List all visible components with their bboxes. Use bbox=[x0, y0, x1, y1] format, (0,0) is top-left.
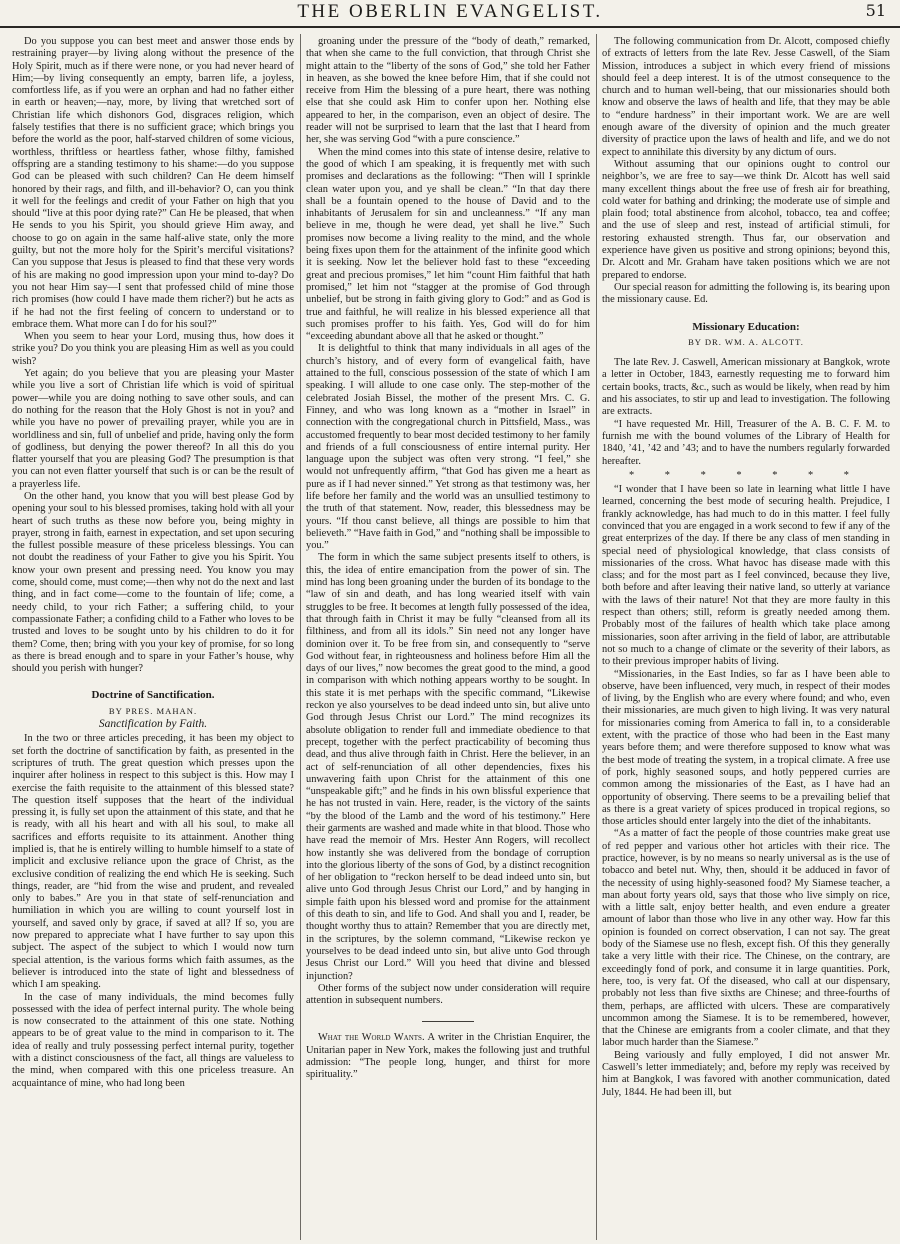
paragraph: Being variously and fully employed, I did not answer Mr. Caswell’s letter immediately; and, before my reply was received by him at Bangkok, I was favored with another communication, dated July, 1844. He had been ill, but bbox=[602, 1049, 890, 1098]
masthead bbox=[0, 0, 900, 28]
paragraph: When the mind comes into this state of intense desire, relative to the good of which I am speaking, it is frequently met with such promises and declarations as the following: “Then will I sprinkle clean water upon you, and ye shall be clean.” “In that day there shall be a fountain opened to the house of David and to the inhabitants of Jerusalem for sin and uncleanness.” “If any man believe in me, though he were dead, yet shall he live.” Such promises now become a living reality to the mind, and the whole being fixes upon them for the attainment of the infinite good which it is seeking. Now let the believer hold fast to these “exceeding great and precious promises,” let him “count Him faithful that hath promised,” let him not “stagger at the promise of God through unbelief, but be strong in faith giving glory to God:” and as God is true and faithful, he will realize in his blessed experience all that such promises proffer to his faith. Yes, God will do for him “exceeding abundant above all that he asked or thought.” bbox=[306, 146, 590, 343]
paragraph: Our special reason for admitting the following is, its bearing upon the missionary cause. Ed. bbox=[602, 281, 890, 306]
paragraph: Other forms of the subject now under consideration will require attention in subsequent numbers. bbox=[306, 982, 590, 1007]
page-number: 51 bbox=[865, 1, 886, 20]
paragraph: Do you suppose you can best meet and answer those ends by restraining prayer—by living along without the presence of the Holy Spirit, much as if there were none, or you had never heard of Him;—by living consequently an empty, barren life, a joyless, comfortless life, as if you were an orphan and had no father either in earth or heaven;—nay, more, by living that wretched sort of Christian life which dishonors God, disgraces religion, which falsely testifies that there is no sufficient grace; which brings you before the world as the poor, half-starved children of some vicious, worthless, thriftless or heartless father, whose filthy, famished offspring are a standing testimony to his shame:—do you suppose God can be pleased with such children? Can He deem himself honored by their rags, and filth, and ill-behavior? O, can you think it well for the feelings and credit of your Father on high that you should “live at this poor dying rate?” Can He be pleased, that when He sends to you his Spirit, you should grieve Him away, and choose to go on again in the same half-alive state, only the more guilty, but not the more holy for the Spirit’s merciful visitations? Can you suppose that Jesus is pleased to find that these very words of his are making no good impression upon your mind to-day? Do you not hear Him say—I sent that professed child of mine those rich promises (how could I have made them richer?) but he acts as if he had not the first feeling of concern to understand or to embrace them. What more can I do for his soul?” bbox=[12, 36, 294, 330]
paragraph: The late Rev. J. Caswell, American missionary at Bangkok, wrote a letter in October, 1843, earnestly requesting me to forward him certain books, tracts, &c., such as would be likely, when read by him and his associates, to stir up and lead to investigation. The following are extracts. bbox=[602, 357, 890, 418]
note-lead: What the World Wants. bbox=[318, 1032, 425, 1044]
paragraph: The following communication from Dr. Alcott, composed chiefly of extracts of letters from the late Rev. Jesse Caswell, of the Siam Mission, introduces a subject in which every friend of missions should feel a deep interest. It is of the utmost consequence to the church and to human well-being, that our missionaries should both know and observe the laws of health and life, that they may be able to “endure hardness” in their important work. We are are well enough aware of the diversity of opinion and the much greater diversity of practice upon the laws of health and life, and we do not expect to annihilate this diversity by any dictum of ours. bbox=[602, 36, 890, 158]
paragraph: Without assuming that our opinions ought to control our neighbor’s, we are free to say—we think Dr. Alcott has well said many excellent things about the free use of fresh air for breathing, cold water for bathing and drinking; the moderate use of simple and plain food; total abstinence from alcohol, tobacco, tea and coffee; and the use of sleep and rest, instead of artificial stimuli, for restoring exhausted strength. Thus far, our observation and experience have given us positive and strong opinions; beyond this, Dr. Alcott and Mr. Graham have taken positions which we are not prepared to endorse. bbox=[602, 158, 890, 281]
column-2 bbox=[306, 36, 590, 1240]
article-title: Doctrine of Sanctification. bbox=[91, 689, 215, 702]
paragraph: The form in which the same subject presents itself to others, is this, the idea of entire emancipation from the power of sin. The mind has long been groaning under the burden of its bondage to the “law of sin and death, and has long wearied itself with vain struggles to be free. It becomes at length fully possessed of the idea, that through faith in Christ it may be fully “cleansed from all its filthiness, and from all its idols.” Sin need not any longer have dominion over it. To be free from sin, and consequently to “serve God without fear, in righteousness and holiness before Him all the days of our lives,” now becomes the great good to the mind, a good in comparison with which nothing appears worthy to be sought. In this state it is met perhaps with the specific command, “Likewise reckon ye also yourselves to be dead indeed unto sin, but alive unto God through Jesus Christ our Lord.” The mind recognizes its absolute obligation to render full and immediate obedience to that precept, together with the perfect practicability of becoming thus dead, and thus alive through faith in Christ. Here the believer, in an act of self-renunciation of all other dependencies, fixes his unwavering faith upon Christ for the attainment of this one “unspeakable gift;” and he finds in his own blissful experience that he has not trusted in vain. Here, reader, is the victory of the saints “by the blood of the Lamb and the word of his testimony.” Here their garments are washed and made white in that blood. Those who have read the memoir of Mrs. Hester Ann Rogers, will recollect how instantly she was delivered from the bondage of corruption into the glorious liberty of the sons of God, by a distinct recognition of her obligation to “reckon herself to be dead indeed unto sin, but alive unto God through Jesus Christ our Lord,” and by hanging in simple faith upon his blessed word and promise for the attainment of this death to sin, and life to God. And shall you and I, reader, be thought worthy thus to attain? Remember that you are directly met, in the scriptures, by the solemn command, “Likewise reckon ye yourselves to be dead indeed unto sin, but alive unto God through Jesus Christ our Lord.” Will you heed that divine and blessed injunction? bbox=[306, 552, 590, 982]
paragraph: “As a matter of fact the people of those countries make great use of red pepper and various other hot articles with their rice. The practice, however, is by no means so nearly universal as is the use of tobacco and betel nut. Why, then, should it be adduced in favor of the necessity of using highly-seasoned food? My Siamese teacher, a man about forty years old, says that those who live simply on rice, with a little salt, enjoy better health, and even endure a greater amount of labor than those who live in any other way. How far this opinion is founded on correct observation, I can not say. The great body of the Siamese use no flesh, except fish. Of this they generally take a very little with their rice. The Chinese, on the contrary, are exceedingly fond of pork, and consume it in large quantities. Pork, here, too, is very fat. Of the diseased, who call at our dispensary, probably not less than five sixths are Chinese; and three-fourths of them, perhaps, are afflicted with ulcers. These are comparatively uncommon among the Siamese. It is to be remembered, however, that the Chinese are emigrants from a cooler climate, and that they labor much harder than the Siamese.” bbox=[602, 828, 890, 1049]
paragraph: On the other hand, you know that you will best please God by opening your soul to his blessed promises, taking hold with all your heart of such truths as these now before you, being mighty in prayer, strong in faith, earnest in expectation, and set upon securing the fullest possible measure of these priceless blessings. You can not doubt the readiness of your Father to give you his Spirit. You know your own present and pressing need. You know you may come, should come, must come;—then why not do the next and last thing, and in fact come—come to the fountain of life; come, a needy child, to your rich Father; a suffering child, to your compassionate Father; a confiding child to a Father who loves to be trusted and loves to be sought unto by his children to do it for them? Come, then; bring with you your key of promise, for so long as there is bread enough and to spare in your Father’s house, why should you perish with hunger? bbox=[12, 490, 294, 675]
paragraph: “Missionaries, in the East Indies, so far as I have been able to observe, have been influenced, very much, in respect of their modes of living, by the English who are every where found; and who, even their missionaries, are much given to high living. It was very natural for missionaries coming from America to fall in, to a considerable extent, with the practice of those who had been in the East many years before them; and were therefore supposed to know what was the best mode of treating the system, in a tropical climate. A free use of pork, highly seasoned soups, and hotly peppered curries are common among the missionaries of the East, as I have had an opportunity of observing. There seems to be a prevailing belief that as there is a great variety of spices produced in tropical regions, so those articles should enter largely into the diet of the inhabitants. bbox=[602, 668, 890, 828]
paragraph: In the two or three articles preceding, it has been my object to set forth the doctrine of sanctification by faith, as presented in the scriptures of truth. The great question which presses upon the inquirer after holiness in respect to this subject is this. How may I exercise the faith requisite to the attainment of this blessed state? The question itself supposes that the heart of the individual pressing it, is fully set upon the attainment of this state, and that he is ready, with all his heart and with all his soul, to make all sacrifices and efforts requisite to its attainment. Another thing implied is, that he is entirely willing to humble himself to a state of implicit and exclusive reliance upon the grace of Christ, as the exclusive condition of realizing the end which He is seeking. Such things, reader, are “hid from the wise and prudent, and revealed only to babes.” Are you in that state of self-renunciation and humiliation in which you are willing to count yourself lost in yourself, and saved only by grace, if saved at all? If so, you are now prepared to appreciate what I have further to say upon this subject. The aspect of the subject to which I would now turn special attention, is the various forms which faith assumes, as the believer is introduced into the state of light and blessedness of which I am speaking. bbox=[12, 733, 294, 991]
paragraph: groaning under the pressure of the “body of death,” remarked, that when she came to the full conviction, that through Christ she might attain to the “liberty of the sons of God,” she told her Father in heaven, as she bowed the knee before Him, that if she could not receive from Him the blessing of a pure heart, there was nothing else that she could ask Him to confer upon her. Nothing else appeared to her, in the comparison, even an object of desire. The reader will not be surprised to learn that the last that I heard from her, she was serving God “with a pure conscience.” bbox=[306, 36, 590, 146]
column-1 bbox=[12, 36, 294, 1240]
article-byline: BY PRES. MAHAN. bbox=[108, 705, 198, 716]
column-rule bbox=[300, 34, 301, 1240]
paragraph: It is delightful to think that many individuals in all ages of the church’s history, and of every form of evangelical faith, have attained to the full, conscious possession of the state of which I am speaking. I will allude to one case only. The step-mother of the celebrated Josiah Bissel, the mother of the present Mrs. C. G. Finney, and who was long known as a “mother in Israel” in connection with the congregational church in Pittsfield, Mass., was accustomed frequently to bear most decided testimony to her family and friends of a full consciousness of entire internal purity. Her language upon the subject was often very strong. “I feel,” she would not unfrequently affirm, “that God has given me a heart as pure as if I had never sinned.” Yet strong as that testimony was, her life before her family and the world was an unsullied testimony to the truth of that statement. Now, reader, this blessedness may be yours. “If thou canst believe, all things are possible to him that believeth.” “Have faith in God,” and “nothing shall be impossible to you.” bbox=[306, 343, 590, 552]
column-3 bbox=[602, 36, 890, 1240]
paragraph: “I wonder that I have been so late in learning what little I have learned, concerning the best mode of securing health. Prejudice, I frankly acknowledge, has had much to do in this matter. I feel fully convinced that you are engaged in a work second to few if any of the great enterprizes of the day. If there be any class of men standing in special need of physiological knowledge, that class consists of missionaries of the cross. What havoc has disease made with this class; and for the most part as I feel convinced, because they live, both before and after leaving their native land, so utterly at variance with the laws of their nature! Not that they are more faulty in this respect than others; still, reform is greatly needed among them. Probably most of the failures of health which take place among missionaries, soon after arriving in the field of labor, are attributable not so much to a change of climate or the severity of their labors, as to their previous improper habits of living. bbox=[602, 484, 890, 668]
paragraph: When you seem to hear your Lord, musing thus, how does it strike you? Do you think you are pleasing Him as well as you could wish? bbox=[12, 331, 294, 367]
editorial-note bbox=[306, 1032, 590, 1081]
paragraph: “I have requested Mr. Hill, Treasurer of the A. B. C. F. M. to furnish me with the bound volumes of the Library of Health for 1840, ’41, ’42 and ’43; and to have the numbers regularly forwarded hereafter. bbox=[602, 418, 890, 467]
ellipsis-stars: * * * * * * * bbox=[629, 469, 863, 481]
newspaper-title: THE OBERLIN EVANGELIST. bbox=[297, 1, 603, 22]
article-byline: BY DR. WM. A. ALCOTT. bbox=[688, 336, 804, 347]
paragraph: Yet again; do you believe that you are pleasing your Master while you live a sort of Christian life which is void of spiritual power—while you are doing nothing to save other souls, and can do nothing for the reason that the Holy Ghost is not in you? and while you have no power of prevailing prayer, while you are in worldliness and sin, full of unbelief and pride, having only the form of godliness, but denying the power thereof? In all this do you flatter yourself that you are pleasing God? The presumption is that you can not even flatter yourself that such is or can be the result of a prayerless life. bbox=[12, 368, 294, 490]
paragraph: In the case of many individuals, the mind becomes fully possessed with the idea of perfect internal purity. The whole being is now consecrated to the attainment of this one state. Nothing appears to be of great value to the mind in comparison to it. The idea of really and truly possessing perfect internal purity, together with a distinct consciousness of the fact, all things are valueless to the mind, when compared with this one priceless treasure. An acquaintance of mine, who had long been bbox=[12, 991, 294, 1089]
column-rule bbox=[596, 34, 597, 1240]
note-text: A writer in the Christian Enquirer, the Unitarian paper in New York, makes the following just and truthful admission: “The people long, hunger, and thirst for more spirituality.” bbox=[306, 1032, 590, 1081]
article-subtitle: Sanctification by Faith. bbox=[98, 718, 208, 731]
article-title: Missionary Education: bbox=[692, 320, 800, 333]
separator-rule bbox=[422, 1021, 474, 1022]
